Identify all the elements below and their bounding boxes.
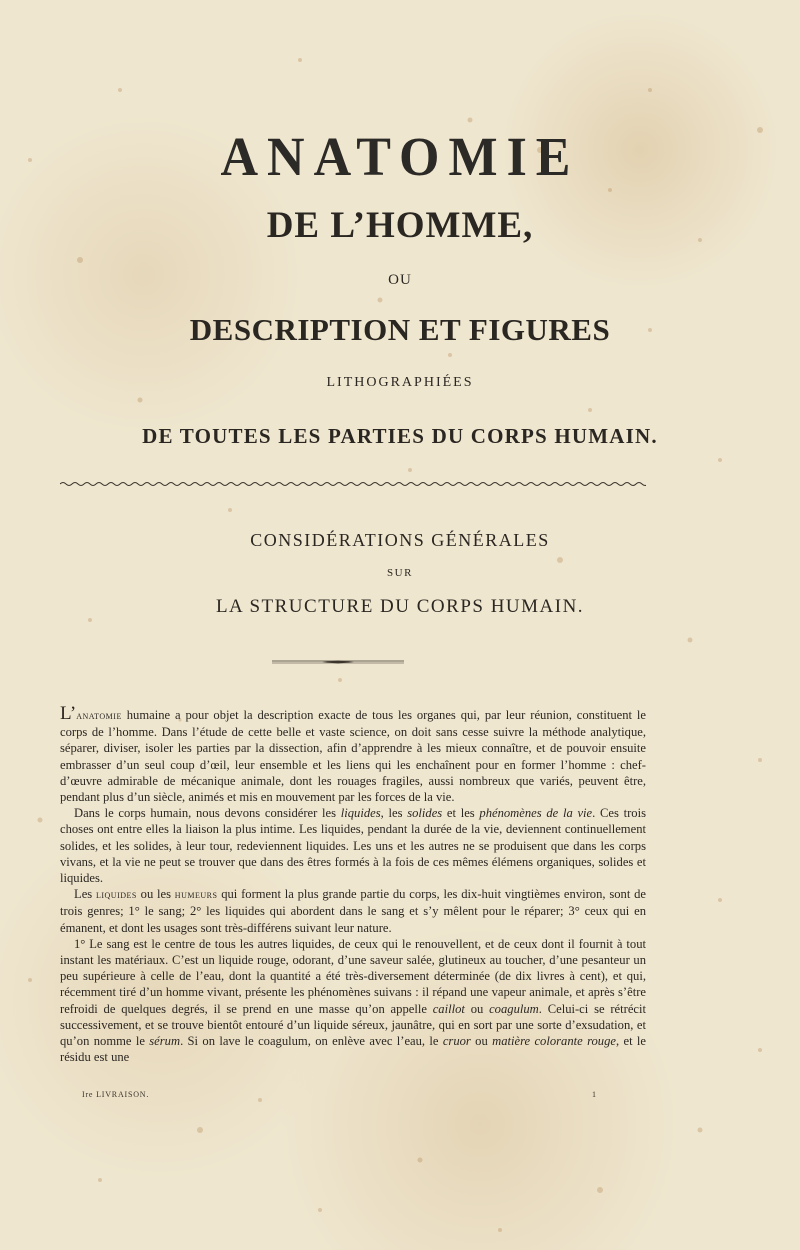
paragraph: 1° Le sang est le centre de tous les autres liquides, de ceux qui le renouvellent, et de ceux dont il fournit à tout instant les matériaux. C’est un liquide rouge, odorant, d’une saveur salée, glutineux au toucher, d’une pesanteur un peu supérieure à celle de l’eau, dont la quantité a été très-diversement déterminée (de dix livres à cent), et qui, récemment tiré d’un homme vivant, présente les phénomènes suivans : il répand une vapeur animale, et après s’être refroidi de quelques degrés, il se prend en une masse qu’on appelle caillot ou coagulum. Celui-ci se rétrécit successivement, et se trouve bientôt entouré d’un liquide séreux, jaunâtre, qui en sort par une sorte d’exsudation, et qu’on nomme le sérum. Si on lave le coagulum, on enlève avec l’eau, le cruor ou matière colorante rouge, et le résidu est une xyxy=(60,936,647,1065)
wavy-divider xyxy=(60,480,646,488)
title-line-description: DESCRIPTION ET FIGURES xyxy=(189,312,611,347)
section-subheading: LA STRUCTURE DU CORPS HUMAIN. xyxy=(215,596,585,617)
book-title: ANATOMIE xyxy=(220,127,580,188)
ornamental-rule xyxy=(272,660,404,664)
title-line-lithographiees: LITHOGRAPHIÉES xyxy=(326,375,474,390)
section-heading: CONSIDÉRATIONS GÉNÉRALES xyxy=(250,530,550,550)
signature-mark: Ire LIVRAISON. xyxy=(82,1090,150,1099)
paragraph: Les liquides ou les humeurs qui forment la plus grande partie du corps, les dix-huit vingtièmes environ, sont de trois genres; 1° le sang; 2° les liquides qui abordent dans le sang et s’y mêlent pour le réparer; 3° ceux qui en émanent, et dont les usages sont très-différens suivant leur nature. xyxy=(60,887,646,935)
section-sur: SUR xyxy=(387,567,413,579)
title-line-de-lhomme: DE L’HOMME, xyxy=(266,205,534,246)
title-line-ou: OU xyxy=(388,272,412,288)
drop-cap: L’ xyxy=(60,703,77,724)
sheet-number: 1 xyxy=(592,1090,597,1099)
paragraph: Dans le corps humain, nous devons considérer les liquides, les solides et les phénomènes de la vie. Ces trois choses ont entre elles la liaison la plus intime. Les liquides, pendant la durée de la vie, deviennent continuellement solides, et les solides, à leur tour, redeviennent liquides. Les uns et les autres ne se produisent que dans les corps vivans, et la vie ne peut se trouver que dans des êtres formés à la fois de ces mêmes élémens organiques, solides et liquides. xyxy=(60,806,647,886)
paragraph: L’anatomie humaine a pour objet la description exacte de tous les organes qui, par leur réunion, constituent le corps de l’homme. Dans l’étude de cette belle et vaste science, on doit sans cesse suivre la méthode analytique, séparer, diviser, isoler les parties par la dissection, afin d’apprendre à les mieux connaître, et de pouvoir ensuite embrasser d’un seul coup d’œil, leur ensemble et les liens qui les enchaînent pour en former l’homme : chef-d’œuvre admirable de mécanique animale, dont les rouages fragiles, aussi nombreux que variés, peuvent être, pendant plus d’un siècle, animés et mis en mouvement par les forces de la vie. xyxy=(60,703,646,805)
body-text xyxy=(60,703,647,1065)
title-line-toutes-les-parties: DE TOUTES LES PARTIES DU CORPS HUMAIN. xyxy=(142,424,658,448)
